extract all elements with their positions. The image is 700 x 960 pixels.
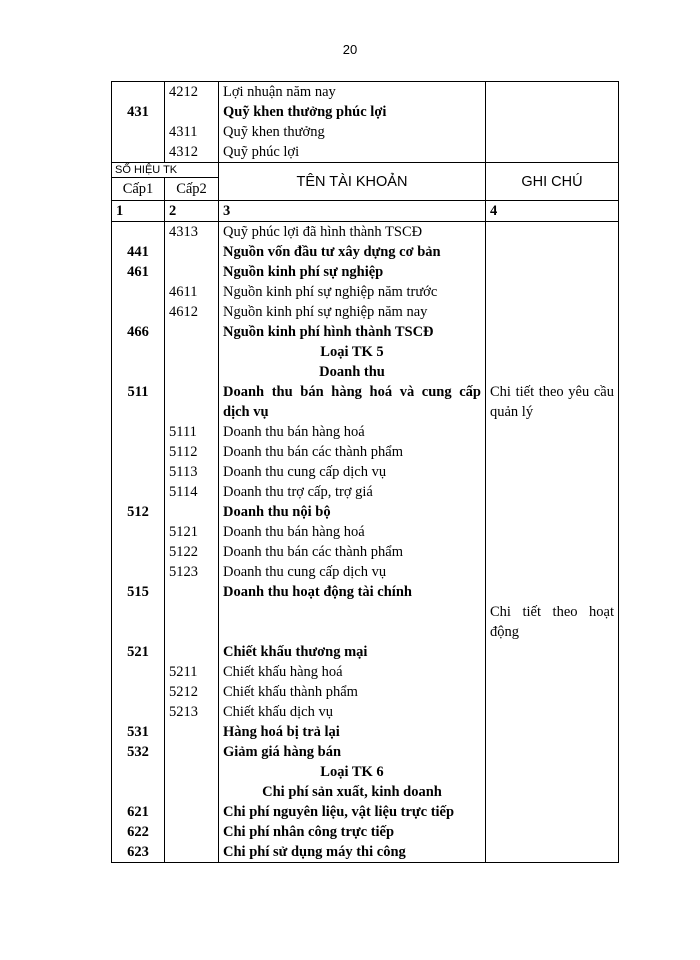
note-cell <box>486 342 619 362</box>
table-row <box>112 82 619 103</box>
cap2-cell: 4311 <box>165 122 219 142</box>
note-cell <box>486 302 619 322</box>
table-row <box>112 682 619 702</box>
table-row <box>112 562 619 582</box>
cap1-cell: 532 <box>112 742 165 762</box>
cap2-cell <box>165 722 219 742</box>
table-row <box>112 322 619 342</box>
table-row <box>112 482 619 502</box>
cap1-cell <box>112 662 165 682</box>
account-name: Doanh thu bán hàng hoá và cung cấp dịch vụ <box>219 382 486 422</box>
account-name: Giảm giá hàng bán <box>219 742 486 762</box>
cap1-cell <box>112 142 165 163</box>
cap1-cell <box>112 762 165 782</box>
cap1-cell <box>112 342 165 362</box>
note-cell <box>486 322 619 342</box>
table-row <box>112 282 619 302</box>
cap1-cell <box>112 222 165 243</box>
cap2-cell <box>165 742 219 762</box>
cap1-cell <box>112 702 165 722</box>
table-header <box>112 163 619 178</box>
table-row <box>112 442 619 462</box>
account-name: Chiết khấu thương mại <box>219 642 486 662</box>
col-number: 1 <box>112 201 165 222</box>
note-cell: Chi tiết theo hoạt động <box>486 602 619 642</box>
cap2-cell: 5213 <box>165 702 219 722</box>
cap2-cell: 5111 <box>165 422 219 442</box>
note-cell <box>486 702 619 722</box>
note-cell <box>486 502 619 522</box>
account-rows <box>112 222 619 863</box>
account-name: Quỹ phúc lợi <box>219 142 486 163</box>
cap1-cell <box>112 522 165 542</box>
page-number: 20 <box>342 42 358 57</box>
note-cell <box>486 542 619 562</box>
note-cell <box>486 722 619 742</box>
cap2-cell: 4612 <box>165 302 219 322</box>
cap2-cell <box>165 102 219 122</box>
cap2-cell: 5122 <box>165 542 219 562</box>
account-name: Doanh thu hoạt động tài chính <box>219 582 486 602</box>
cap2-cell <box>165 602 219 642</box>
note-cell <box>486 462 619 482</box>
cap1-header: Cấp1 <box>112 178 165 201</box>
note-cell <box>486 522 619 542</box>
account-name: Nguồn kinh phí sự nghiệp <box>219 262 486 282</box>
cap2-cell <box>165 782 219 802</box>
table-row <box>112 722 619 742</box>
note-cell <box>486 422 619 442</box>
table-row <box>112 762 619 782</box>
account-name: Chi phí nhân công trực tiếp <box>219 822 486 842</box>
account-name: Loại TK 5 <box>219 342 486 362</box>
col-number: 3 <box>219 201 486 222</box>
account-name: Doanh thu bán các thành phẩm <box>219 442 486 462</box>
account-name: Doanh thu bán các thành phẩm <box>219 542 486 562</box>
note-cell: Chi tiết theo yêu cầu quản lý <box>486 382 619 422</box>
account-name: Nguồn kinh phí hình thành TSCĐ <box>219 322 486 342</box>
table-row <box>112 342 619 362</box>
account-name: Doanh thu nội bộ <box>219 502 486 522</box>
account-name: Quỹ phúc lợi đã hình thành TSCĐ <box>219 222 486 243</box>
note-cell <box>486 762 619 782</box>
note-cell <box>486 742 619 762</box>
table-row <box>112 582 619 602</box>
cap2-cell: 5211 <box>165 662 219 682</box>
cap2-cell <box>165 262 219 282</box>
account-name: Loại TK 6 <box>219 762 486 782</box>
cap2-cell <box>165 322 219 342</box>
table-row <box>112 662 619 682</box>
note-cell <box>486 482 619 502</box>
cap2-cell: 5212 <box>165 682 219 702</box>
note-cell <box>486 262 619 282</box>
table-row <box>112 842 619 863</box>
account-name: Quỹ khen thưởng phúc lợi <box>219 102 486 122</box>
cap2-cell <box>165 642 219 662</box>
cap2-cell <box>165 342 219 362</box>
account-name: Chiết khấu thành phẩm <box>219 682 486 702</box>
account-name: Nguồn kinh phí sự nghiệp năm trước <box>219 282 486 302</box>
cap1-cell: 515 <box>112 582 165 602</box>
account-name: Doanh thu cung cấp dịch vụ <box>219 562 486 582</box>
note-cell <box>486 562 619 582</box>
note-cell <box>486 122 619 142</box>
cap1-cell <box>112 602 165 642</box>
account-name: Nguồn kinh phí sự nghiệp năm nay <box>219 302 486 322</box>
cap1-cell <box>112 82 165 103</box>
cap1-cell: 623 <box>112 842 165 863</box>
account-name: Lợi nhuận năm nay <box>219 82 486 103</box>
cap1-cell <box>112 442 165 462</box>
column-number-row <box>112 201 619 222</box>
table-row <box>112 522 619 542</box>
cap1-cell <box>112 302 165 322</box>
cap1-cell: 511 <box>112 382 165 422</box>
note-cell <box>486 782 619 802</box>
cap1-cell <box>112 122 165 142</box>
account-name: Chi phí sử dụng máy thi công <box>219 842 486 863</box>
table-row <box>112 242 619 262</box>
account-name: Quỹ khen thưởng <box>219 122 486 142</box>
cap1-cell: 512 <box>112 502 165 522</box>
note-cell <box>486 142 619 163</box>
account-name: Chiết khấu dịch vụ <box>219 702 486 722</box>
cap2-cell <box>165 362 219 382</box>
cap2-cell: 5123 <box>165 562 219 582</box>
note-cell <box>486 242 619 262</box>
cap1-cell <box>112 562 165 582</box>
cap2-cell <box>165 242 219 262</box>
account-name: Doanh thu <box>219 362 486 382</box>
table-row <box>112 702 619 722</box>
ten-tai-khoan-header: TÊN TÀI KHOẢN <box>219 163 486 201</box>
cap1-cell <box>112 282 165 302</box>
table-row <box>112 122 619 142</box>
account-name: Doanh thu cung cấp dịch vụ <box>219 462 486 482</box>
table-row <box>112 302 619 322</box>
cap2-cell: 4313 <box>165 222 219 243</box>
cap1-cell: 621 <box>112 802 165 822</box>
cap2-cell: 5114 <box>165 482 219 502</box>
table-row <box>112 222 619 243</box>
note-cell <box>486 82 619 103</box>
cap1-cell: 466 <box>112 322 165 342</box>
note-cell <box>486 662 619 682</box>
so-hieu-header: SỐ HIỆU TK <box>112 163 219 178</box>
cap1-cell <box>112 782 165 802</box>
cap1-cell <box>112 682 165 702</box>
table-row <box>112 642 619 662</box>
table-row <box>112 602 619 642</box>
table-row <box>112 462 619 482</box>
table-row <box>112 382 619 422</box>
account-name: Chiết khấu hàng hoá <box>219 662 486 682</box>
cap2-cell: 5112 <box>165 442 219 462</box>
table-row <box>112 422 619 442</box>
cap1-cell: 521 <box>112 642 165 662</box>
cap2-cell <box>165 822 219 842</box>
cap1-cell: 441 <box>112 242 165 262</box>
cap2-cell: 5113 <box>165 462 219 482</box>
table-row <box>112 822 619 842</box>
account-name: Chi phí nguyên liệu, vật liệu trực tiếp <box>219 802 486 822</box>
cap2-cell <box>165 842 219 863</box>
cap1-cell: 431 <box>112 102 165 122</box>
cap2-cell: 5121 <box>165 522 219 542</box>
col-number: 2 <box>165 201 219 222</box>
account-name: Hàng hoá bị trả lại <box>219 722 486 742</box>
note-cell <box>486 642 619 662</box>
cap1-cell <box>112 422 165 442</box>
cap2-cell: 4212 <box>165 82 219 103</box>
cap2-cell <box>165 582 219 602</box>
note-cell <box>486 802 619 822</box>
cap2-header: Cấp2 <box>165 178 219 201</box>
cap1-cell: 461 <box>112 262 165 282</box>
note-cell <box>486 102 619 122</box>
note-cell <box>486 682 619 702</box>
cap1-cell <box>112 462 165 482</box>
table-row <box>112 502 619 522</box>
table-row <box>112 362 619 382</box>
note-cell <box>486 822 619 842</box>
cap2-cell <box>165 802 219 822</box>
table-row <box>112 542 619 562</box>
account-table <box>111 81 619 863</box>
cap1-cell: 622 <box>112 822 165 842</box>
account-name: Nguồn vốn đầu tư xây dựng cơ bản <box>219 242 486 262</box>
note-cell <box>486 582 619 602</box>
cap1-cell: 531 <box>112 722 165 742</box>
account-name: Doanh thu trợ cấp, trợ giá <box>219 482 486 502</box>
cap1-cell <box>112 362 165 382</box>
account-name <box>219 602 486 642</box>
note-cell <box>486 842 619 863</box>
cap2-cell: 4611 <box>165 282 219 302</box>
table-row <box>112 782 619 802</box>
note-cell <box>486 222 619 243</box>
table-row <box>112 102 619 122</box>
table-row <box>112 802 619 822</box>
col-number: 4 <box>486 201 619 222</box>
cap2-cell <box>165 382 219 422</box>
table-row <box>112 262 619 282</box>
cap1-cell <box>112 482 165 502</box>
cap2-cell: 4312 <box>165 142 219 163</box>
table-row <box>112 142 619 163</box>
cap2-cell <box>165 762 219 782</box>
note-cell <box>486 362 619 382</box>
cap1-cell <box>112 542 165 562</box>
note-cell <box>486 442 619 462</box>
table-row <box>112 742 619 762</box>
account-name: Doanh thu bán hàng hoá <box>219 522 486 542</box>
note-cell <box>486 282 619 302</box>
ghi-chu-header: GHI CHÚ <box>486 163 619 201</box>
account-name: Doanh thu bán hàng hoá <box>219 422 486 442</box>
cap2-cell <box>165 502 219 522</box>
account-name: Chi phí sản xuất, kinh doanh <box>219 782 486 802</box>
